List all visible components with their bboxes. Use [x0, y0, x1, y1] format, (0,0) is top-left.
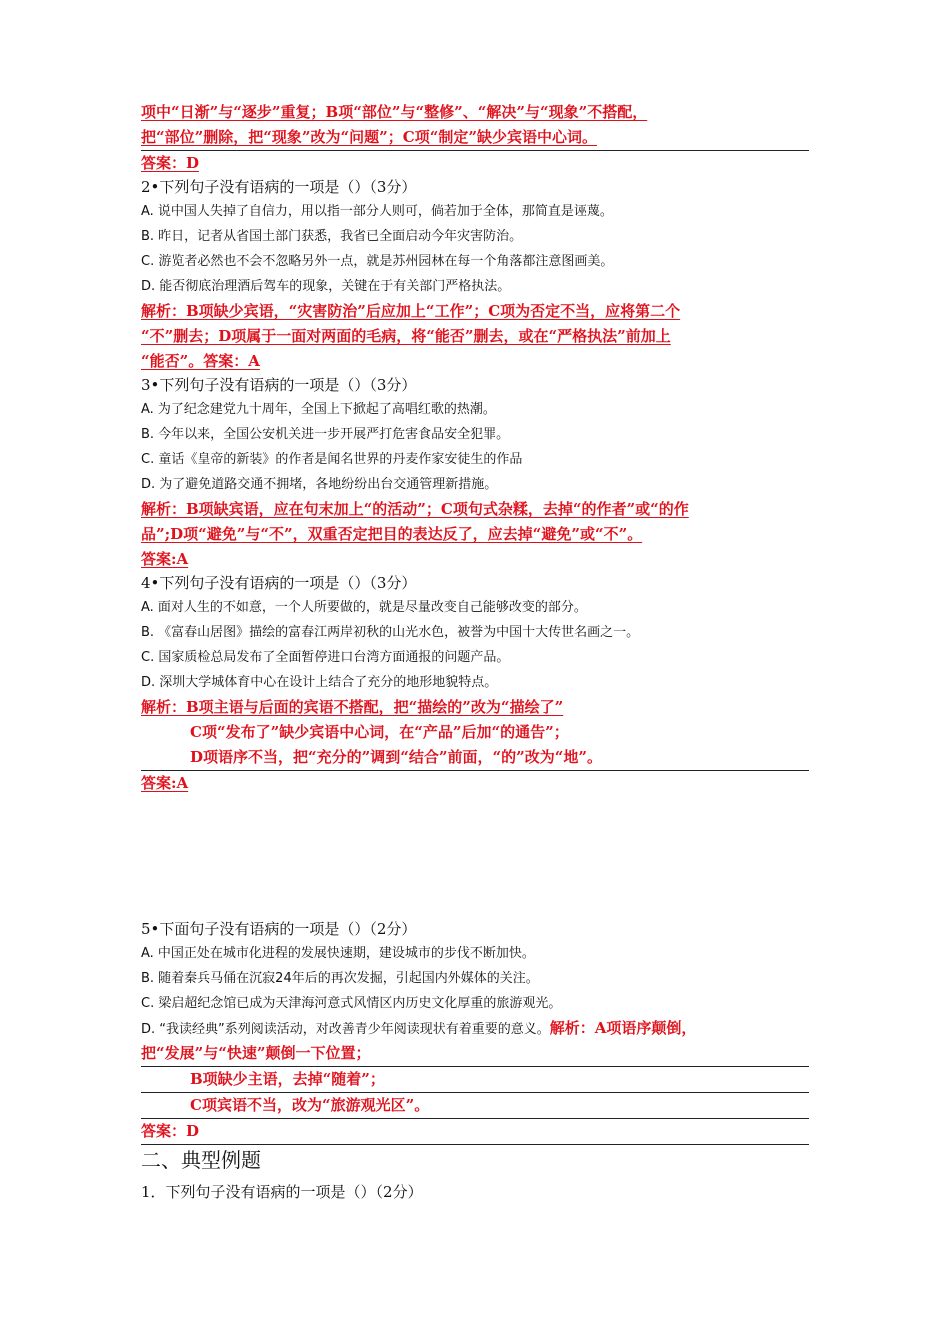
question-4-option-d: D. 深圳大学城体育中心在设计上结合了充分的地形地貌特点。	[141, 675, 498, 690]
question-3-option-b: B. 今年以来，全国公安机关进一步开展严打危害食品安全犯罪。	[141, 427, 510, 442]
question-4-answer: 答案:A	[141, 774, 189, 792]
question-5-option-a: A. 中国正处在城市化进程的发展快速期，建设城市的步伐不断加快。	[141, 946, 535, 961]
question-3-option-a: A. 为了纪念建党九十周年，全国上下掀起了高唱红歌的热潮。	[141, 402, 496, 417]
question-3-option-d: D. 为了避免道路交通不拥堵，各地纷纷出台交通管理新措施。	[141, 477, 498, 492]
page-gap	[141, 796, 809, 918]
intro-analysis-line: 项中“日渐”与“逐步”重复；B项“部位”与“整修”、“解决”与“现象”不搭配，	[141, 103, 648, 121]
example-question-1-heading: 1．下列句子没有语病的一项是（）（2分）	[141, 1183, 423, 1201]
question-2-option-b: B. 昨日，记者从省国土部门获悉，我省已全面启动今年灾害防治。	[141, 229, 523, 244]
document-page	[141, 100, 809, 1204]
question-5-analysis-line: C项宾语不当，改为“旅游观光区”。	[141, 1093, 809, 1119]
question-5-option-b: B. 随着秦兵马俑在沉寂24年后的再次发掘，引起国内外媒体的关注。	[141, 971, 539, 986]
question-5-heading: 5•下面句子没有语病的一项是（）（2分）	[141, 920, 417, 938]
question-5-option-c: C. 梁启超纪念馆已成为天津海河意式风情区内历史文化厚重的旅游观光。	[141, 996, 562, 1011]
question-4-option-a: A. 面对人生的不如意，一个人所要做的，就是尽量改变自己能够改变的部分。	[141, 600, 587, 615]
question-4-analysis-line: D项语序不当，把“充分的”调到“结合”前面，“的”改为“地”。	[141, 745, 809, 771]
question-5-analysis-inline: 解析：A项语序颠倒，	[549, 1019, 697, 1037]
question-4-heading: 4•下列句子没有语病的一项是（）（3分）	[141, 574, 417, 592]
question-2-heading: 2•下列句子没有语病的一项是（）（3分）	[141, 178, 417, 196]
question-3-option-c: C. 童话《皇帝的新装》的作者是闻名世界的丹麦作家安徒生的作品	[141, 452, 523, 467]
question-5-analysis-line: B项缺少主语，去掉“随着”；	[141, 1067, 809, 1093]
question-4-option-c: C. 国家质检总局发布了全面暂停进口台湾方面通报的问题产品。	[141, 650, 510, 665]
question-5-option-d: D. “我读经典”系列阅读活动，对改善青少年阅读现状有着重要的意义。	[141, 1022, 550, 1037]
question-3-analysis-line: 品”;D项“避免”与“不”，双重否定把目的表达反了，应去掉“避免”或“不”。	[141, 525, 643, 543]
question-3-answer: 答案:A	[141, 550, 189, 568]
section-title: 二、典型例题	[141, 1148, 261, 1172]
question-5-analysis-line: 把“发展”与“快速”颠倒一下位置；	[141, 1041, 809, 1067]
question-2-option-c: C. 游览者必然也不会不忽略另外一点，就是苏州园林在每一个角落都注意图画美。	[141, 254, 614, 269]
question-5-answer: 答案：D	[141, 1119, 809, 1145]
question-4-analysis-line: 解析：B项主语与后面的宾语不搭配，把“描绘的”改为“描绘了”	[141, 698, 564, 716]
question-3-analysis-line: 解析：B项缺宾语，应在句末加上“的活动”；C项句式杂糅，去掉“的作者”或“的作	[141, 500, 689, 518]
question-5-option-d-row	[141, 1016, 809, 1041]
question-3-heading: 3•下列句子没有语病的一项是（）（3分）	[141, 376, 417, 394]
question-2-option-d: D. 能否彻底治理酒后驾车的现象，关键在于有关部门严格执法。	[141, 279, 511, 294]
intro-answer: 答案：D	[141, 154, 200, 172]
question-2-analysis-line: “不”删去；D项属于一面对两面的毛病，将“能否”删去，或在“严格执法”前加上	[141, 327, 671, 345]
question-2-analysis-line: 解析：B项缺少宾语，“灾害防治”后应加上“工作”；C项为否定不当，应将第二个	[141, 302, 681, 320]
question-2-option-a: A. 说中国人失掉了自信力，用以指一部分人则可，倘若加于全体，那简直是诬蔑。	[141, 204, 613, 219]
question-4-option-b: B. 《富春山居图》描绘的富春江两岸初秋的山光水色，被誉为中国十大传世名画之一。	[141, 625, 640, 640]
question-2-analysis-line: “能否”。答案：A	[141, 352, 260, 370]
question-4-analysis-line: C项“发布了”缺少宾语中心词，在“产品”后加“的通告”；	[190, 723, 569, 741]
intro-analysis-line: 把“部位”删除，把“现象”改为“问题”；C项“制定”缺少宾语中心词。	[141, 125, 809, 151]
